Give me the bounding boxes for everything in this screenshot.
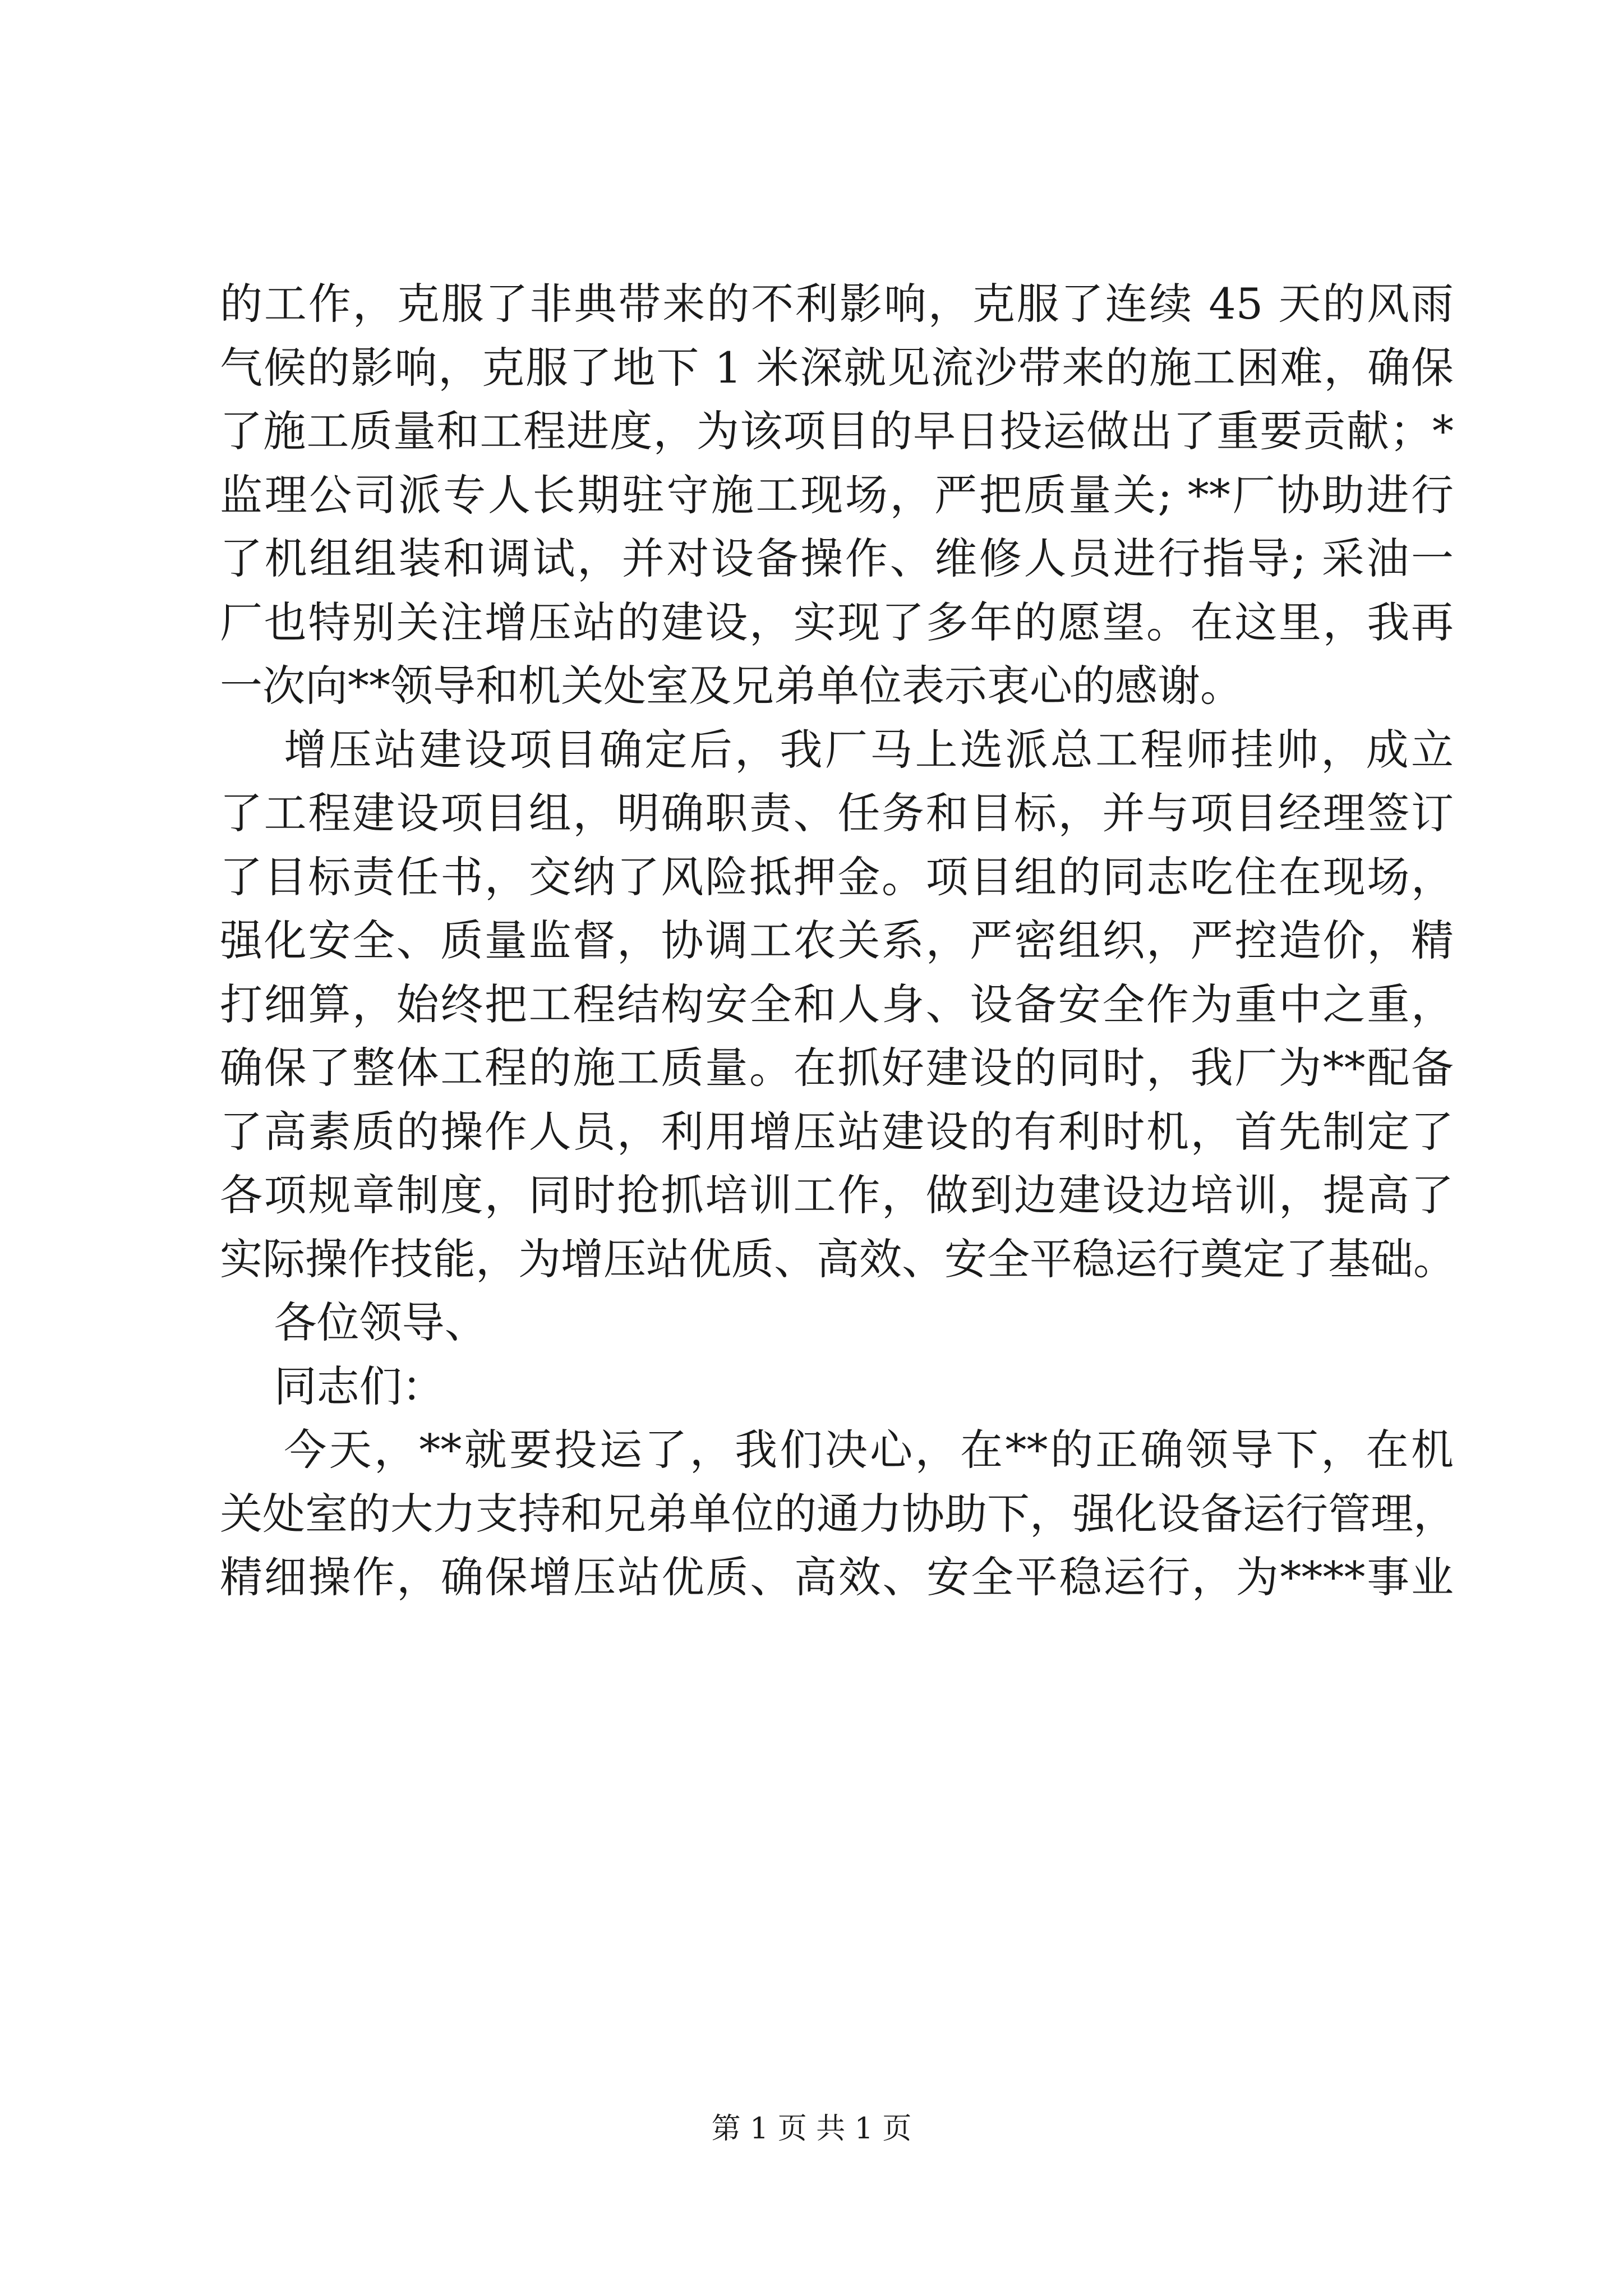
- text-line: 了高素质的操作人员，利用增压站建设的有利时机，首先制定了: [220, 1106, 1454, 1157]
- text-line: 各项规章制度，同时抢抓培训工作，做到边建设边培训，提高了: [220, 1170, 1454, 1220]
- text-line: 厂也特别关注增压站的建设，实现了多年的愿望。在这里，我再: [220, 597, 1454, 647]
- text-line: 今天，**就要投运了，我们决心，在**的正确领导下，在机: [220, 1425, 1454, 1475]
- text-line: 的工作，克服了非典带来的不利影响，克服了连续 45 天的风雨: [220, 279, 1454, 329]
- text-line: 各位领导、: [220, 1297, 487, 1347]
- text-line: 强化安全、质量监督，协调工农关系，严密组织，严控造价，精: [220, 915, 1454, 965]
- text-line: 气候的影响，克服了地下 1 米深就见流沙带来的施工困难，确保: [220, 342, 1454, 393]
- text-line: 确保了整体工程的施工质量。在抓好建设的同时，我厂为**配备: [220, 1043, 1454, 1093]
- text-line: 精细操作，确保增压站优质、高效、安全平稳运行，为****事业: [220, 1552, 1454, 1602]
- text-line: 关处室的大力支持和兄弟单位的通力协助下，强化设备运行管理，: [220, 1488, 1456, 1539]
- page-footer: [0, 2109, 1623, 2148]
- document-body: [220, 272, 1454, 1609]
- text-line: 监理公司派专人长期驻守施工现场，严把质量关; **厂协助进行: [220, 470, 1454, 520]
- text-line: 了工程建设项目组，明确职责、任务和目标，并与项目经理签订: [220, 788, 1454, 838]
- text-line: 了目标责任书，交纳了风险抵押金。项目组的同志吃住在现场，: [220, 852, 1454, 902]
- paragraph-1: [220, 272, 1454, 718]
- text-line: 打细算，始终把工程结构安全和人身、设备安全作为重中之重，: [220, 979, 1454, 1029]
- paragraph-2: [220, 718, 1454, 1291]
- salutation-leaders: [220, 1291, 1454, 1355]
- text-line: 了施工质量和工程进度，为该项目的早日投运做出了重要贡献；*: [220, 406, 1454, 456]
- text-line: 同志们：: [220, 1361, 445, 1411]
- text-line: 一次向**领导和机关处室及兄弟单位表示衷心的感谢。: [220, 661, 1243, 711]
- page-number: 第 1 页 共 1 页: [711, 2112, 912, 2146]
- text-line: 增压站建设项目确定后，我厂马上选派总工程师挂帅，成立: [220, 724, 1454, 775]
- salutation-comrades: [220, 1355, 1454, 1419]
- paragraph-closing: [220, 1418, 1454, 1609]
- text-line: 实际操作技能，为增压站优质、高效、安全平稳运行奠定了基础。: [220, 1234, 1456, 1284]
- text-line: 了机组组装和调试，并对设备操作、维修人员进行指导; 采油一: [220, 533, 1454, 583]
